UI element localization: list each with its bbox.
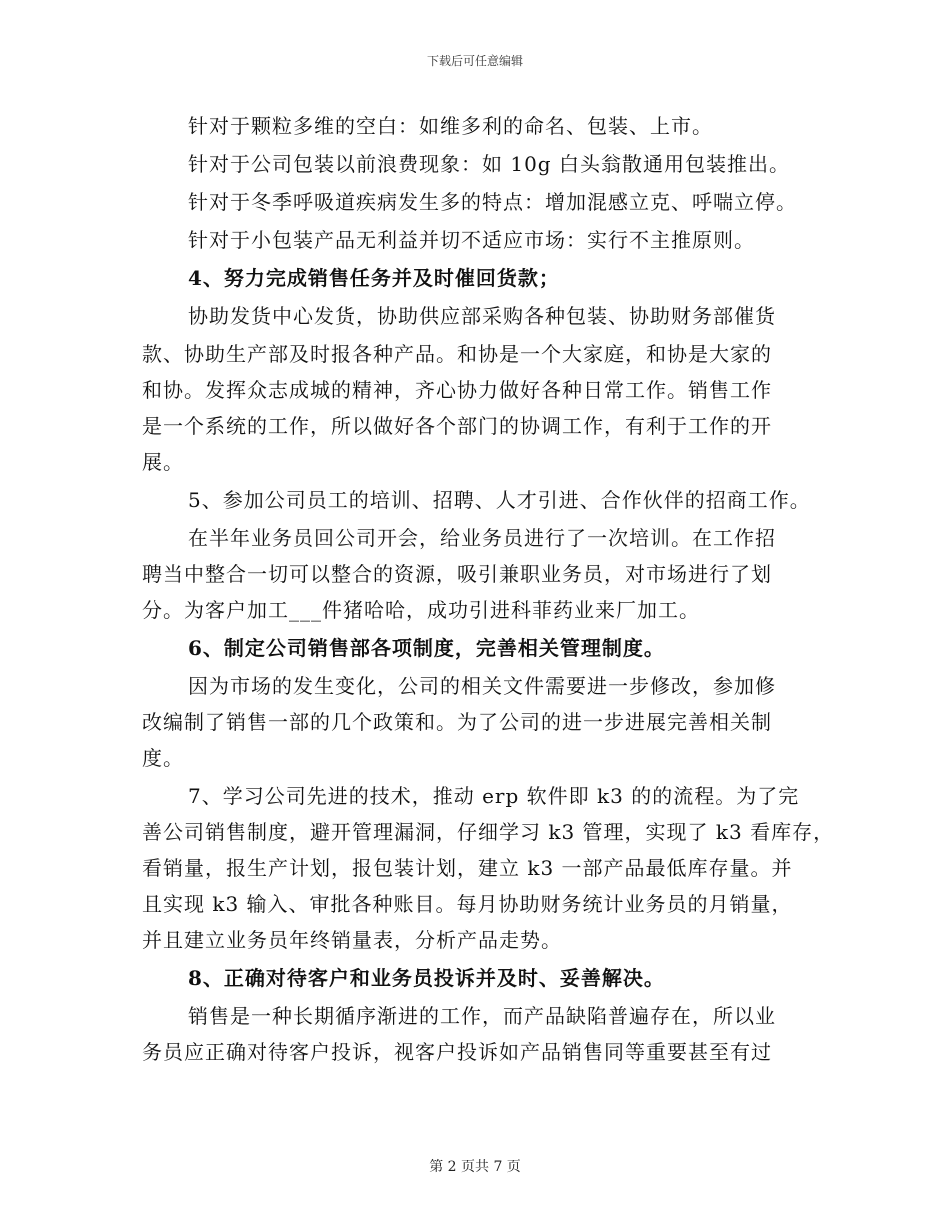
text-line: 度。 (142, 746, 184, 770)
text-line: 分。为客户加工___件猪哈哈，成功引进科菲药业来厂加工。 (142, 598, 700, 622)
text-line: 和协。发挥众志成城的精神，齐心协力做好各种日常工作。销售工作 (142, 378, 772, 402)
text-line: 销售是一种长期循序渐进的工作，而产品缺陷普遍存在，所以业 (188, 1004, 776, 1028)
text-line: 展。 (142, 450, 184, 474)
section-heading: 7、学习公司先进的技术，推动 erp 软件即 k3 的的流程。为了完 (188, 784, 800, 808)
page-header: 下载后可任意编辑 (426, 54, 523, 68)
section-heading: 6、制定公司销售部各项制度，完善相关管理制度。 (188, 636, 665, 660)
text-line: 针对于冬季呼吸道疾病发生多的特点：增加混感立克、呼喘立停。 (188, 190, 797, 214)
section-heading: 4、努力完成销售任务并及时催回货款； (188, 266, 560, 290)
section-heading: 8、正确对待客户和业务员投诉并及时、妥善解决。 (188, 966, 665, 990)
text-line: 并且建立业务员年终销量表，分析产品走势。 (142, 928, 562, 952)
text-line: 在半年业务员回公司开会，给业务员进行了一次培训。在工作招 (188, 526, 776, 550)
text-line: 针对于小包装产品无利益并切不适应市场：实行不主推原则。 (188, 228, 755, 252)
text-line: 因为市场的发生变化，公司的相关文件需要进一步修改，参加修 (188, 674, 776, 698)
text-line: 务员应正确对待客户投诉，视客户投诉如产品销售同等重要甚至有过 (142, 1040, 772, 1064)
text-line: 是一个系统的工作，所以做好各个部门的协调工作，有利于工作的开 (142, 414, 772, 438)
text-line: 改编制了销售一部的几个政策和。为了公司的进一步进展完善相关制 (142, 710, 772, 734)
section-heading: 5、参加公司员工的培训、招聘、人才引进、合作伙伴的招商工作。 (188, 488, 811, 512)
page-footer: 第 2 页共 7 页 (429, 1159, 521, 1175)
text-line: 款、协助生产部及时报各种产品。和协是一个大家庭，和协是大家的 (142, 342, 772, 366)
text-line: 协助发货中心发货，协助供应部采购各种包装、协助财务部催货 (188, 304, 776, 328)
text-line: 看销量，报生产计划，报包装计划，建立 k3 一部产品最低库存量。并 (142, 856, 793, 880)
text-line: 聘当中整合一切可以整合的资源，吸引兼职业务员，对市场进行了划 (142, 562, 772, 586)
text-line: 针对于颗粒多维的空白：如维多利的命名、包装、上市。 (188, 114, 713, 138)
text-line: 善公司销售制度，避开管理漏洞，仔细学习 k3 管理，实现了 k3 看库存， (142, 820, 835, 844)
text-line: 且实现 k3 输入、审批各种账目。每月协助财务统计业务员的月销量， (142, 892, 793, 916)
text-line: 针对于公司包装以前浪费现象：如 10g 白头翁散通用包装推出。 (188, 152, 790, 176)
